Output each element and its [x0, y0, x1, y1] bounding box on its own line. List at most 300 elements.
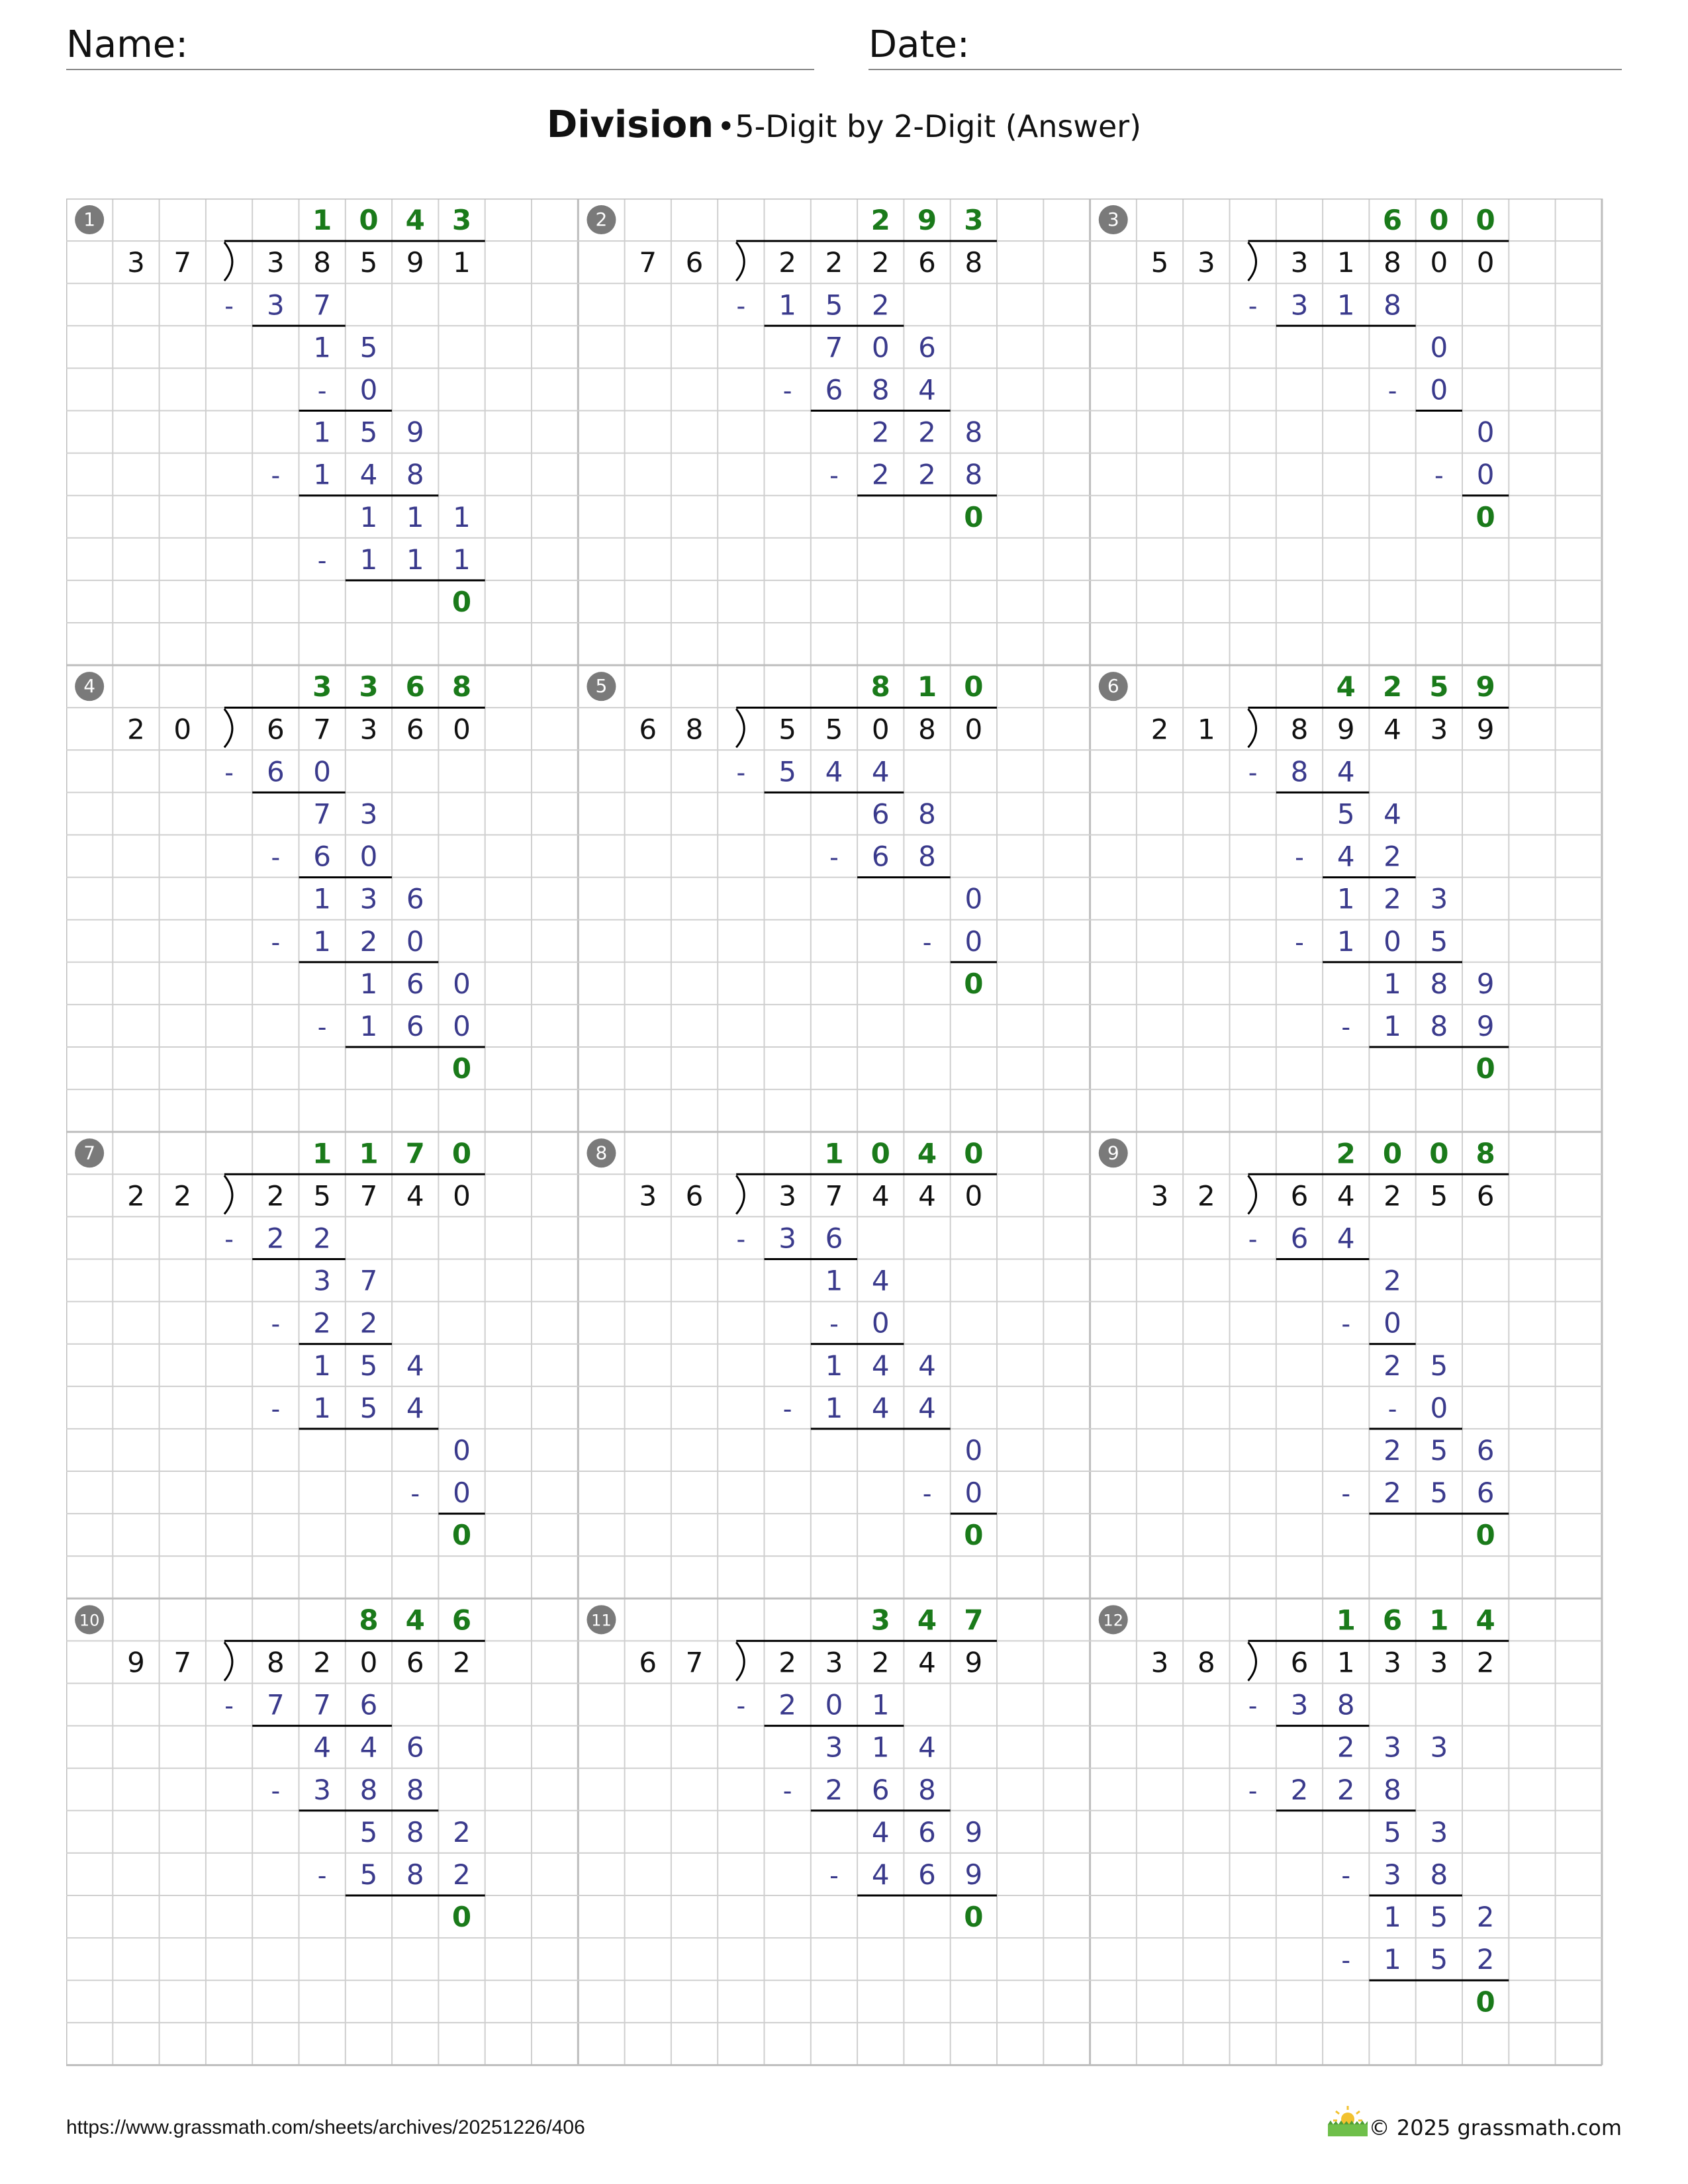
quotient-digit: 0	[964, 670, 984, 704]
subtrahend-digit: 2	[313, 1222, 332, 1255]
footer-copyright: © 2025 grassmath.com	[1368, 2115, 1622, 2140]
subtrahend-digit: 1	[778, 289, 797, 322]
problem-number: 11	[591, 1611, 612, 1630]
problem-number: 2	[595, 208, 608, 231]
minus-sign: -	[1295, 927, 1304, 957]
dividend-digit: 2	[778, 246, 797, 279]
division-bracket	[736, 1175, 744, 1214]
quotient-digit: 4	[405, 204, 425, 237]
remainder-digit: 6	[406, 882, 424, 915]
division-bracket	[224, 1642, 232, 1680]
final-remainder: 0	[1476, 1052, 1495, 1085]
remainder-digit: 8	[406, 1815, 424, 1848]
subtrahend-digit: 8	[1383, 289, 1401, 322]
subtrahend-digit: 5	[1430, 925, 1448, 958]
remainder-digit: 9	[406, 416, 424, 449]
subtrahend-digit: 4	[918, 373, 936, 406]
subtrahend-digit: 6	[359, 1688, 378, 1721]
subtrahend-digit: 1	[1336, 289, 1355, 322]
subtrahend-digit: 8	[1430, 1009, 1448, 1042]
subtrahend-digit: 6	[825, 373, 843, 406]
problem-number: 6	[1107, 675, 1119, 698]
quotient-digit: 1	[359, 1137, 379, 1170]
minus-sign: -	[317, 545, 327, 575]
quotient-digit: 8	[451, 670, 472, 704]
remainder-digit: 2	[1383, 1264, 1401, 1297]
remainder-digit: 1	[825, 1349, 843, 1382]
subtrahend-digit: 1	[406, 543, 424, 576]
subtrahend-digit: 6	[406, 1009, 424, 1042]
subtrahend-digit: 1	[313, 1391, 332, 1424]
dividend-digit: 8	[1383, 246, 1401, 279]
minus-sign: -	[1387, 376, 1397, 406]
dividend-digit: 4	[1336, 1179, 1355, 1212]
remainder-digit: 2	[1336, 1731, 1355, 1764]
subtrahend-digit: 1	[453, 543, 471, 576]
subtrahend-digit: 2	[313, 1306, 332, 1340]
worksheet-title	[0, 103, 1688, 146]
subtrahend-digit: 1	[313, 458, 332, 491]
minus-sign: -	[317, 1860, 327, 1890]
remainder-digit: 4	[406, 1349, 424, 1382]
subtrahend-digit: 4	[825, 755, 843, 788]
dividend-digit: 1	[1336, 246, 1355, 279]
dividend-digit: 0	[453, 1179, 471, 1212]
subtrahend-digit: 2	[825, 1773, 843, 1806]
dividend-digit: 8	[1290, 713, 1309, 746]
final-remainder: 0	[1476, 1519, 1495, 1552]
subtrahend-digit: 2	[1336, 1773, 1355, 1806]
subtrahend-digit: 2	[266, 1222, 285, 1255]
minus-sign: -	[736, 1691, 746, 1721]
division-bracket	[224, 1175, 232, 1214]
subtrahend-digit: 0	[406, 925, 424, 958]
divisor-digit: 3	[1150, 1646, 1169, 1679]
quotient-digit: 3	[359, 670, 379, 704]
minus-sign: -	[782, 376, 792, 406]
remainder-digit: 2	[1476, 1901, 1495, 1934]
dividend-digit: 0	[453, 713, 471, 746]
subtrahend-digit: 1	[359, 1009, 378, 1042]
subtrahend-digit: 6	[918, 1858, 936, 1891]
divisor-digit: 6	[639, 713, 657, 746]
subtrahend-digit: 2	[359, 925, 378, 958]
remainder-digit: 1	[1383, 1901, 1401, 1934]
remainder-digit: 1	[406, 500, 424, 533]
dividend-digit: 7	[359, 1179, 378, 1212]
title-subtitle: 5-Digit by 2-Digit (Answer)	[735, 109, 1142, 144]
subtrahend-digit: 5	[359, 1391, 378, 1424]
subtrahend-digit: 2	[1383, 840, 1401, 873]
subtrahend-digit: 8	[918, 1773, 936, 1806]
dividend-digit: 4	[1383, 713, 1401, 746]
remainder-digit: 1	[313, 1349, 332, 1382]
minus-sign: -	[829, 461, 839, 490]
remainder-digit: 7	[825, 331, 843, 364]
divisor-digit: 7	[685, 1646, 704, 1679]
dividend-digit: 6	[406, 1646, 424, 1679]
subtrahend-digit: 2	[918, 458, 936, 491]
remainder-digit: 1	[313, 331, 332, 364]
subtrahend-digit: 3	[1290, 289, 1309, 322]
subtrahend-digit: 0	[1476, 458, 1495, 491]
division-bracket	[736, 709, 744, 747]
quotient-digit: 6	[1382, 204, 1403, 237]
minus-sign: -	[1341, 1309, 1351, 1339]
minus-sign: -	[271, 1776, 281, 1805]
minus-sign: -	[829, 1860, 839, 1890]
remainder-digit: 3	[359, 882, 378, 915]
remainder-digit: 2	[1383, 882, 1401, 915]
dividend-digit: 1	[453, 246, 471, 279]
subtrahend-digit: 0	[1383, 1306, 1401, 1340]
remainder-digit: 1	[1383, 967, 1401, 1000]
subtrahend-digit: 0	[871, 1306, 890, 1340]
dividend-digit: 0	[1430, 246, 1448, 279]
remainder-digit: 0	[871, 331, 890, 364]
remainder-digit: 5	[1430, 1433, 1448, 1467]
dividend-digit: 5	[313, 1179, 332, 1212]
divisor-digit: 0	[173, 713, 192, 746]
divisor-digit: 7	[173, 1646, 192, 1679]
quotient-digit: 0	[359, 204, 379, 237]
dividend-digit: 0	[1476, 246, 1495, 279]
subtrahend-digit: 8	[964, 458, 983, 491]
subtrahend-digit: 4	[918, 1391, 936, 1424]
minus-sign: -	[922, 1479, 932, 1509]
minus-sign: -	[1248, 1224, 1258, 1254]
divisor-digit: 8	[685, 713, 704, 746]
dividend-digit: 8	[313, 246, 332, 279]
remainder-digit: 6	[918, 331, 936, 364]
quotient-digit: 6	[1382, 1604, 1403, 1637]
quotient-digit: 4	[917, 1137, 937, 1170]
remainder-digit: 3	[1430, 1731, 1448, 1764]
dividend-digit: 7	[825, 1179, 843, 1212]
name-field[interactable]	[66, 23, 814, 70]
subtrahend-digit: 4	[359, 458, 378, 491]
remainder-digit: 4	[359, 1731, 378, 1764]
minus-sign: -	[1248, 1691, 1258, 1721]
remainder-digit: 6	[918, 1815, 936, 1848]
minus-sign: -	[224, 1224, 234, 1254]
remainder-digit: 1	[313, 416, 332, 449]
subtrahend-digit: 0	[964, 1477, 983, 1510]
remainder-digit: 4	[918, 1731, 936, 1764]
remainder-digit: 4	[871, 1264, 890, 1297]
minus-sign: -	[410, 1479, 420, 1509]
subtrahend-digit: 8	[1430, 1858, 1448, 1891]
final-remainder: 0	[964, 500, 984, 533]
subtrahend-digit: 8	[1290, 755, 1309, 788]
quotient-digit: 8	[870, 670, 890, 704]
quotient-digit: 7	[964, 1604, 984, 1637]
quotient-digit: 2	[1336, 1137, 1356, 1170]
subtrahend-digit: 6	[1476, 1477, 1495, 1510]
quotient-digit: 1	[312, 1137, 332, 1170]
dividend-digit: 2	[825, 246, 843, 279]
dividend-digit: 3	[825, 1646, 843, 1679]
quotient-digit: 9	[917, 204, 937, 237]
subtrahend-digit: 0	[964, 925, 983, 958]
dividend-digit: 4	[871, 1179, 890, 1212]
quotient-digit: 9	[1476, 670, 1495, 704]
name-label: Name:	[66, 23, 189, 66]
subtrahend-digit: 8	[918, 840, 936, 873]
problem-number: 4	[83, 675, 96, 698]
quotient-digit: 6	[405, 670, 425, 704]
subtrahend-digit: 2	[359, 1306, 378, 1340]
dividend-digit: 2	[871, 246, 890, 279]
subtrahend-digit: 4	[871, 1858, 890, 1891]
subtrahend-digit: 8	[359, 1773, 378, 1806]
divisor-digit: 9	[127, 1646, 145, 1679]
minus-sign: -	[271, 1394, 281, 1424]
minus-sign: -	[922, 927, 932, 957]
remainder-digit: 2	[918, 416, 936, 449]
subtrahend-digit: 7	[313, 289, 332, 322]
final-remainder: 0	[1476, 1985, 1495, 2019]
minus-sign: -	[1341, 1012, 1351, 1042]
dividend-digit: 0	[871, 713, 890, 746]
dividend-digit: 6	[406, 713, 424, 746]
minus-sign: -	[736, 1224, 746, 1254]
remainder-digit: 3	[825, 1731, 843, 1764]
quotient-digit: 0	[1429, 204, 1449, 237]
dividend-digit: 9	[1476, 713, 1495, 746]
subtrahend-digit: 8	[1383, 1773, 1401, 1806]
quotient-digit: 4	[405, 1604, 425, 1637]
minus-sign: -	[317, 376, 327, 406]
divisor-digit: 6	[685, 1179, 704, 1212]
dividend-digit: 5	[1430, 1179, 1448, 1212]
quotient-digit: 8	[359, 1604, 379, 1637]
quotient-digit: 3	[451, 204, 472, 237]
quotient-digit: 5	[1429, 670, 1449, 704]
divisor-digit: 8	[1197, 1646, 1215, 1679]
dividend-digit: 7	[313, 713, 332, 746]
subtrahend-digit: 1	[825, 1391, 843, 1424]
dividend-digit: 3	[1430, 713, 1448, 746]
dividend-digit: 0	[359, 1646, 378, 1679]
problem-number: 10	[79, 1611, 100, 1630]
final-remainder: 0	[964, 1901, 984, 1934]
dividend-digit: 2	[313, 1646, 332, 1679]
divisor-digit: 2	[127, 1179, 145, 1212]
dividend-digit: 2	[871, 1646, 890, 1679]
quotient-digit: 0	[1476, 204, 1495, 237]
dividend-digit: 6	[266, 713, 285, 746]
minus-sign: -	[271, 461, 281, 490]
remainder-digit: 6	[871, 797, 890, 831]
divisor-digit: 3	[127, 246, 145, 279]
subtrahend-digit: 2	[871, 458, 890, 491]
subtrahend-digit: 6	[825, 1222, 843, 1255]
subtrahend-digit: 5	[1430, 1943, 1448, 1976]
divisor-digit: 5	[1150, 246, 1169, 279]
minus-sign: -	[1248, 291, 1258, 321]
subtrahend-digit: 0	[313, 755, 332, 788]
remainder-digit: 2	[453, 1815, 471, 1848]
quotient-digit: 2	[870, 204, 890, 237]
minus-sign: -	[736, 758, 746, 788]
dividend-digit: 5	[825, 713, 843, 746]
dividend-digit: 0	[964, 1179, 983, 1212]
minus-sign: -	[1248, 758, 1258, 788]
subtrahend-digit: 6	[266, 755, 285, 788]
remainder-digit: 0	[1476, 416, 1495, 449]
minus-sign: -	[224, 1691, 234, 1721]
quotient-digit: 4	[1336, 670, 1356, 704]
division-bracket	[224, 709, 232, 747]
remainder-digit: 7	[313, 797, 332, 831]
dividend-digit: 9	[406, 246, 424, 279]
problem-number: 3	[1107, 208, 1119, 231]
remainder-digit: 6	[406, 967, 424, 1000]
remainder-digit: 4	[871, 1815, 890, 1848]
dividend-digit: 9	[964, 1646, 983, 1679]
remainder-digit: 8	[918, 797, 936, 831]
quotient-digit: 1	[917, 670, 937, 704]
final-remainder: 0	[964, 967, 984, 1000]
date-field[interactable]	[868, 23, 1622, 70]
divisor-digit: 3	[1197, 246, 1215, 279]
final-remainder: 0	[451, 585, 472, 618]
remainder-digit: 6	[1476, 1433, 1495, 1467]
subtrahend-digit: 6	[871, 1773, 890, 1806]
subtrahend-digit: 9	[964, 1858, 983, 1891]
subtrahend-digit: 0	[359, 373, 378, 406]
remainder-digit: 3	[1383, 1731, 1401, 1764]
remainder-digit: 1	[359, 967, 378, 1000]
subtrahend-digit: 4	[406, 1391, 424, 1424]
division-bracket	[1248, 1175, 1256, 1214]
remainder-digit: 5	[1383, 1815, 1401, 1848]
remainder-digit: 2	[1383, 1349, 1401, 1382]
minus-sign: -	[224, 758, 234, 788]
subtrahend-digit: 0	[453, 1477, 471, 1510]
divisor-digit: 2	[1150, 713, 1169, 746]
dividend-digit: 0	[964, 713, 983, 746]
subtrahend-digit: 6	[1290, 1222, 1309, 1255]
subtrahend-digit: 1	[359, 543, 378, 576]
subtrahend-digit: 1	[1383, 1943, 1401, 1976]
subtrahend-digit: 2	[1383, 1477, 1401, 1510]
quotient-digit: 1	[824, 1137, 844, 1170]
problem-number: 7	[83, 1142, 96, 1164]
remainder-digit: 3	[1430, 882, 1448, 915]
worksheet-grid	[66, 199, 1622, 2078]
dividend-digit: 9	[1336, 713, 1355, 746]
divisor-digit: 7	[639, 246, 657, 279]
dividend-digit: 4	[918, 1646, 936, 1679]
subtrahend-digit: 0	[1430, 373, 1448, 406]
subtrahend-digit: 0	[1430, 1391, 1448, 1424]
division-bracket	[736, 1642, 744, 1680]
quotient-digit: 3	[964, 204, 984, 237]
remainder-digit: 4	[313, 1731, 332, 1764]
subtrahend-digit: 4	[1336, 840, 1355, 873]
remainder-digit: 3	[359, 797, 378, 831]
problem-number: 8	[595, 1142, 608, 1164]
dividend-digit: 3	[1290, 246, 1309, 279]
division-bracket	[224, 242, 232, 281]
quotient-digit: 0	[964, 1137, 984, 1170]
dividend-digit: 3	[778, 1179, 797, 1212]
divisor-digit: 2	[127, 713, 145, 746]
subtrahend-digit: 5	[778, 755, 797, 788]
final-remainder: 0	[451, 1052, 472, 1085]
remainder-digit: 3	[1430, 1815, 1448, 1848]
subtrahend-digit: 3	[778, 1222, 797, 1255]
minus-sign: -	[271, 1309, 281, 1339]
subtrahend-digit: 7	[266, 1688, 285, 1721]
title-separator: •	[717, 109, 735, 144]
subtrahend-digit: 5	[1430, 1477, 1448, 1510]
quotient-digit: 7	[405, 1137, 425, 1170]
subtrahend-digit: 3	[1383, 1858, 1401, 1891]
date-label: Date:	[868, 23, 970, 66]
remainder-digit: 8	[964, 416, 983, 449]
divisor-digit: 6	[639, 1646, 657, 1679]
quotient-digit: 2	[1382, 670, 1403, 704]
remainder-digit: 0	[1430, 331, 1448, 364]
final-remainder: 0	[964, 1519, 984, 1552]
remainder-digit: 1	[825, 1264, 843, 1297]
dividend-digit: 4	[406, 1179, 424, 1212]
dividend-digit: 5	[359, 246, 378, 279]
quotient-digit: 0	[870, 1137, 890, 1170]
remainder-digit: 1	[359, 500, 378, 533]
divisor-digit: 2	[1197, 1179, 1215, 1212]
subtrahend-digit: 9	[1476, 1009, 1495, 1042]
remainder-digit: 2	[871, 416, 890, 449]
quotient-digit: 0	[1429, 1137, 1449, 1170]
subtrahend-digit: 4	[871, 755, 890, 788]
subtrahend-digit: 2	[778, 1688, 797, 1721]
final-remainder: 0	[451, 1519, 472, 1552]
dividend-digit: 5	[778, 713, 797, 746]
division-bracket	[1248, 242, 1256, 281]
dividend-digit: 3	[266, 246, 285, 279]
subtrahend-digit: 3	[1290, 1688, 1309, 1721]
title-main: Division	[546, 103, 714, 146]
divisor-digit: 7	[173, 246, 192, 279]
division-bracket	[1248, 709, 1256, 747]
subtrahend-digit: 4	[1336, 755, 1355, 788]
remainder-digit: 5	[359, 331, 378, 364]
quotient-digit: 4	[917, 1604, 937, 1637]
subtrahend-digit: 5	[359, 1858, 378, 1891]
remainder-digit: 0	[453, 967, 471, 1000]
minus-sign: -	[317, 1012, 327, 1042]
subtrahend-digit: 8	[406, 458, 424, 491]
remainder-digit: 4	[871, 1349, 890, 1382]
quotient-digit: 1	[1429, 1604, 1449, 1637]
subtrahend-digit: 0	[825, 1688, 843, 1721]
minus-sign: -	[224, 291, 234, 321]
quotient-digit: 4	[1476, 1604, 1495, 1637]
dividend-digit: 4	[918, 1179, 936, 1212]
quotient-digit: 0	[1382, 1137, 1403, 1170]
subtrahend-digit: 3	[266, 289, 285, 322]
dividend-digit: 2	[1383, 1179, 1401, 1212]
divisor-digit: 6	[685, 246, 704, 279]
final-remainder: 0	[1476, 500, 1495, 533]
subtrahend-digit: 4	[1336, 1222, 1355, 1255]
remainder-digit: 7	[359, 1264, 378, 1297]
subtrahend-digit: 1	[313, 925, 332, 958]
